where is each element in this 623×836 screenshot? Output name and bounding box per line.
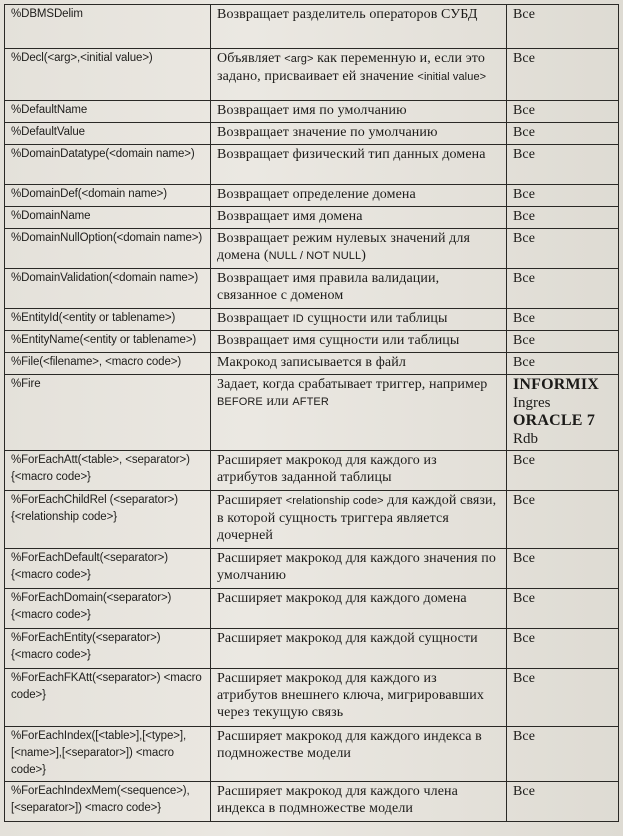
macro-name-cell: %ForEachChildRel (<separator>) {<relationship code>} — [5, 491, 211, 549]
description-text: <relationship code> — [285, 495, 384, 507]
table-row — [5, 309, 619, 331]
description-cell — [211, 549, 507, 589]
description-text: Расширяет — [217, 493, 286, 508]
macro-name-cell: %Decl(<arg>,<initial value>) — [5, 49, 211, 101]
description-cell — [211, 589, 507, 629]
description-text: Макрокод записывается в файл — [217, 355, 406, 370]
table-row — [5, 5, 619, 49]
description-text: сущности или таблицы — [303, 311, 448, 326]
table-row — [5, 669, 619, 727]
table-row — [5, 375, 619, 451]
macro-name-cell: %ForEachEntity(<separator>) {<macro code>} — [5, 629, 211, 669]
description-cell — [211, 185, 507, 207]
dbms-cell: Все — [507, 145, 619, 185]
macro-name-cell: %ForEachDefault(<separator>) {<macro code>} — [5, 549, 211, 589]
dbms-name: INFORMIX — [513, 376, 600, 393]
description-text: Возвращает — [217, 311, 293, 326]
dbms-cell: Все — [507, 353, 619, 375]
description-text: Расширяет макрокод для каждой сущности — [217, 631, 478, 646]
dbms-cell: Все — [507, 269, 619, 309]
description-text: Возвращает имя сущности или таблицы — [217, 333, 460, 348]
description-text: Расширяет макрокод для каждого индекса в подмножестве модели — [217, 729, 482, 761]
description-text: AFTER — [292, 396, 329, 408]
description-cell — [211, 782, 507, 822]
description-text: Возвращает значение по умолчанию — [217, 125, 438, 140]
table-row — [5, 123, 619, 145]
description-cell — [211, 353, 507, 375]
table-row — [5, 549, 619, 589]
description-text: Возвращает определение домена — [217, 187, 416, 202]
description-text: Объявляет — [217, 51, 285, 66]
dbms-cell: Все — [507, 589, 619, 629]
description-text: Расширяет макрокод для каждого из атрибутов внешнего ключа, мигрировавших через текущую связь — [217, 671, 484, 720]
description-text: Расширяет макрокод для каждого значения по умолчанию — [217, 551, 496, 583]
macro-name-cell: %ForEachIndex([<table>],[<type>],[<name>],[<separator>]) <macro code>} — [5, 727, 211, 782]
dbms-cell: Все — [507, 727, 619, 782]
dbms-cell: Все — [507, 549, 619, 589]
dbms-name: Rdb — [513, 431, 539, 447]
description-text: Расширяет макрокод для каждого члена индекса в подмножестве модели — [217, 784, 458, 816]
dbms-cell: Все — [507, 101, 619, 123]
description-cell — [211, 49, 507, 101]
description-cell — [211, 123, 507, 145]
macro-name-cell: %DBMSDelim — [5, 5, 211, 49]
table-row — [5, 353, 619, 375]
table-row — [5, 229, 619, 269]
macro-name-cell: %File(<filename>, <macro code>) — [5, 353, 211, 375]
description-cell — [211, 331, 507, 353]
table-row — [5, 491, 619, 549]
macro-name-cell: %EntityName(<entity or tablename>) — [5, 331, 211, 353]
description-text: NULL / NOT NULL — [268, 250, 362, 262]
description-cell — [211, 491, 507, 549]
description-cell — [211, 727, 507, 782]
description-text: Расширяет макрокод для каждого из атрибутов заданной таблицы — [217, 453, 437, 485]
table-row — [5, 629, 619, 669]
description-text: Возвращает имя домена — [217, 209, 363, 224]
dbms-cell: Все — [507, 629, 619, 669]
dbms-cell: Все — [507, 123, 619, 145]
dbms-cell: Все — [507, 309, 619, 331]
dbms-name: ORACLE 7 — [513, 412, 596, 429]
macro-name-cell: %Fire — [5, 375, 211, 451]
description-cell — [211, 309, 507, 331]
macro-name-cell: %EntityId(<entity or tablename>) — [5, 309, 211, 331]
dbms-cell: Все — [507, 782, 619, 822]
macro-name-cell: %DomainValidation(<domain name>) — [5, 269, 211, 309]
dbms-cell: Все — [507, 229, 619, 269]
description-text: Задает, когда срабатывает триггер, например — [217, 377, 488, 392]
table-row — [5, 451, 619, 491]
macro-name-cell: %DefaultValue — [5, 123, 211, 145]
macro-table — [4, 4, 619, 822]
macro-name-cell: %DomainName — [5, 207, 211, 229]
table-row — [5, 49, 619, 101]
table-row — [5, 331, 619, 353]
dbms-cell: Все — [507, 49, 619, 101]
description-text: ) — [361, 248, 366, 263]
macro-name-cell: %ForEachDomain(<separator>) {<macro code>} — [5, 589, 211, 629]
macro-name-cell: %DomainNullOption(<domain name>) — [5, 229, 211, 269]
description-text: для каждой связи, в которой сущность триггера является дочерней — [217, 493, 497, 543]
description-cell — [211, 229, 507, 269]
macro-name-cell: %DomainDatatype(<domain name>) — [5, 145, 211, 185]
description-cell — [211, 207, 507, 229]
dbms-cell: Все — [507, 331, 619, 353]
macro-name-cell: %ForEachIndexMem(<sequence>), [<separator>]) <macro code>} — [5, 782, 211, 822]
dbms-cell: Все — [507, 669, 619, 727]
dbms-cell — [507, 375, 619, 451]
table-row — [5, 207, 619, 229]
table-row — [5, 269, 619, 309]
description-text: Расширяет макрокод для каждого домена — [217, 591, 467, 606]
dbms-cell: Все — [507, 5, 619, 49]
macro-name-cell: %ForEachFKAtt(<separator>) <macro code>} — [5, 669, 211, 727]
description-cell — [211, 145, 507, 185]
dbms-cell: Все — [507, 491, 619, 549]
description-text: Возвращает разделитель операторов СУБД — [217, 7, 478, 22]
description-text: Возвращает имя правила валидации, связанное с доменом — [217, 271, 440, 303]
description-cell — [211, 101, 507, 123]
description-text: или — [262, 394, 293, 409]
dbms-cell: Все — [507, 207, 619, 229]
dbms-cell: Все — [507, 451, 619, 491]
description-text: BEFORE — [217, 396, 263, 408]
macro-name-cell: %DefaultName — [5, 101, 211, 123]
description-text: <initial value> — [417, 71, 487, 83]
macro-name-cell: %DomainDef(<domain name>) — [5, 185, 211, 207]
description-cell — [211, 629, 507, 669]
dbms-cell: Все — [507, 185, 619, 207]
dbms-name: Ingres — [513, 395, 551, 411]
description-cell — [211, 669, 507, 727]
description-text: Возвращает режим нулевых значений для домена ( — [217, 231, 471, 263]
description-cell — [211, 375, 507, 451]
description-text: Возвращает имя по умолчанию — [217, 103, 407, 118]
description-cell — [211, 269, 507, 309]
description-cell — [211, 451, 507, 491]
table-row — [5, 145, 619, 185]
description-text: <arg> — [284, 53, 314, 65]
table-row — [5, 589, 619, 629]
description-cell — [211, 5, 507, 49]
table-row — [5, 185, 619, 207]
description-text: Возвращает физический тип данных домена — [217, 147, 486, 162]
table-row — [5, 782, 619, 822]
description-text: как переменную и, если это задано, присваивает ей значение — [217, 51, 485, 84]
table-row — [5, 101, 619, 123]
macro-name-cell: %ForEachAtt(<table>, <separator>) {<macro code>} — [5, 451, 211, 491]
description-text: ID — [292, 313, 304, 325]
table-row — [5, 727, 619, 782]
